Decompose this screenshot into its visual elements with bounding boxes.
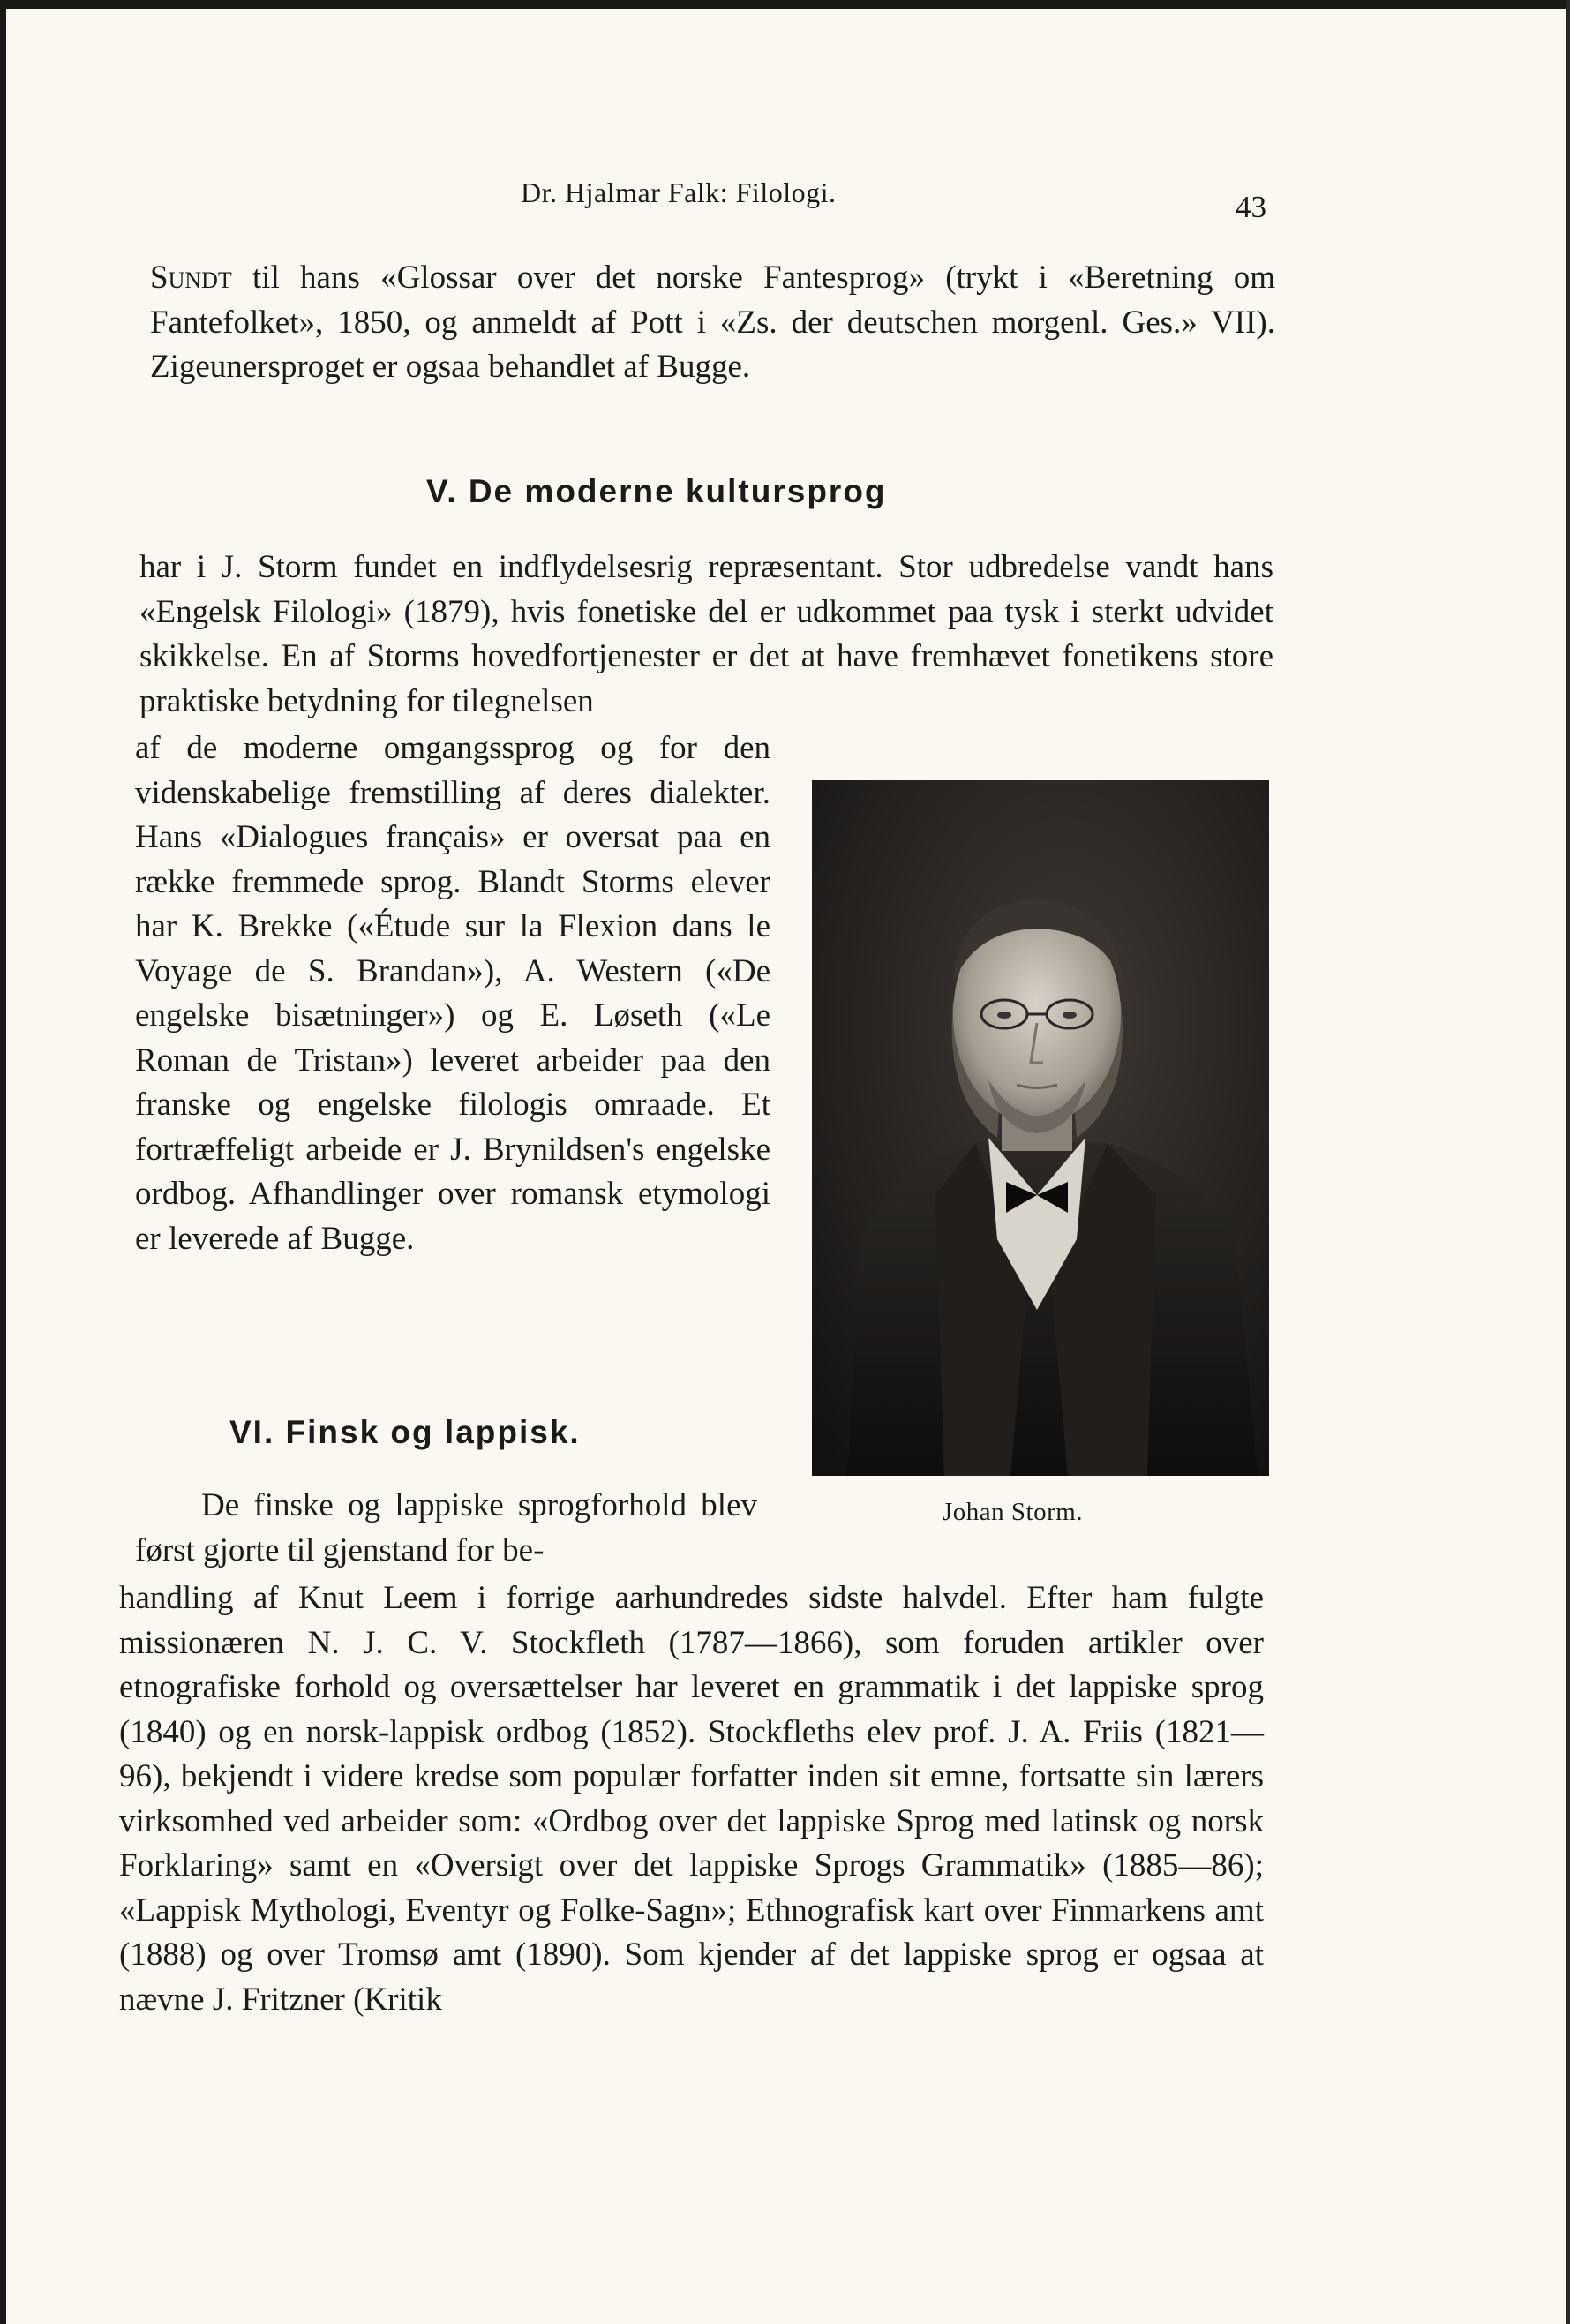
- portrait-photo: [812, 780, 1269, 1476]
- section-v-paragraph-column: af de moderne omgangssprog og for den videnskabelige fremstilling af deres dialekter. Hans «Dialogues français» er oversat paa en række fremmede sprog. Blandt Storms elever har K. Brekke («Étude sur la Flexion dans le Voyage de S. Brandan»), A. Western («De engelske bisætninger») og E. Løseth («Le Roman de Tristan») leveret arbeider paa den franske og engelske filologis omraade. Et fortræffeligt arbeide er J. Brynildsen's engelske ordbog. Afhandlinger over romansk etymologi er leverede af Bugge.: [135, 730, 770, 1257]
- page-number: 43: [1236, 190, 1266, 224]
- section-v-paragraph-full: har i J. Storm fundet en indflydelsesrig repræsentant. Stor udbredelse vandt hans «Engelsk Filologi» (1879), hvis fonetiske del er udkommet paa tysk i sterkt udvidet skikkelse. En af Storms hovedfortjenester er det at have fremhævet fonetikens store praktiske betydning for tilegnelsen: [139, 549, 1273, 719]
- section-vi-paragraph-column: De finske og lappiske sprogforhold blev først gjorte til gjenstand for be-: [135, 1487, 757, 1568]
- scan-edge-right: [1566, 0, 1570, 2324]
- scan-edge-top: [0, 0, 1570, 9]
- author-name: Sundt: [150, 259, 232, 296]
- scan-edge-left: [0, 0, 6, 2324]
- section-vi-paragraph-full: handling af Knut Leem i forrige aarhundredes sidste halvdel. Efter ham fulgte missionæren N. J. C. V. Stockfleth (1787—1866), som foruden artikler over etnografiske forhold og oversættelser har leveret en grammatik i det lappiske sprog (1840) og en norsk-lappisk ordbog (1852). Stockfleths elev prof. J. A. Friis (1821—96), bekjendt i videre kredse som populær forfatter inden sit emne, fortsatte sin lærers virksomhed ved arbeider som: «Ordbog over det lappiske Sprog med latinsk og norsk Forklaring» samt en «Oversigt over det lappiske Sprogs Grammatik» (1885—86); «Lappisk Mythologi, Eventyr og Folke-Sagn»; Ethnografisk kart over Finmarkens amt (1888) og over Tromsø amt (1890). Som kjender af det lappiske sprog er ogsaa at nævne J. Fritzner (Kritik: [119, 1580, 1264, 2018]
- intro-paragraph: [150, 256, 1275, 390]
- section-heading-vi: VI. Finsk og lappisk.: [229, 1414, 581, 1450]
- section-heading-v: V. De moderne kultursprog: [426, 473, 887, 509]
- running-header: Dr. Hjalmar Falk: Filologi.: [521, 177, 837, 208]
- intro-text: til hans «Glossar over det norske Fantesprog» (trykt i «Beretning om Fantefolket», 1850, og anmeldt af Pott i «Zs. der deutschen morgenl. Ges.» VII). Zigeunersproget er ogsaa behandlet af Bugge.: [150, 259, 1275, 385]
- figure-caption: Johan Storm.: [943, 1498, 1084, 1526]
